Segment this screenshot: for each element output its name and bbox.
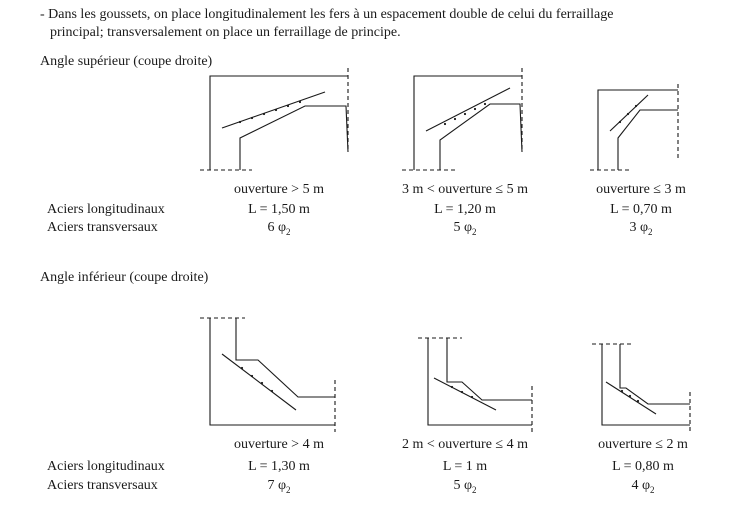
upper-trans-2: 5 $\varphi_2$ (453, 220, 477, 237)
lower-opening-1: ouverture > 4 m (234, 437, 324, 452)
lower-diagram-3 (592, 344, 690, 432)
lower-length-2: L = 1 m (442, 459, 488, 474)
lower-diagram-2 (418, 338, 532, 432)
upper-opening-3: ouverture ≤ 3 m (596, 182, 686, 197)
upper-long-label: Aciers longitudinaux (47, 202, 165, 217)
lower-section-title: Angle inférieur (coupe droite) (40, 270, 209, 285)
lower-opening-3: ouverture ≤ 2 m (598, 437, 688, 452)
upper-section-title: Angle supérieur (coupe droite) (40, 54, 213, 69)
lower-length-3: L = 0,80 m (612, 459, 674, 474)
upper-length-3: L = 0,70 m (610, 202, 672, 217)
intro-line-1: - Dans les goussets, on place longitudinalement les fers à un espacement double de celui du ferraillage (40, 7, 614, 22)
upper-opening-1: ouverture > 5 m (234, 182, 324, 197)
lower-long-label: Aciers longitudinaux (47, 459, 165, 474)
lower-trans-3: 4 $\varphi_2$ (631, 478, 655, 495)
upper-length-1: L = 1,50 m (248, 202, 310, 217)
upper-opening-2: 3 m < ouverture ≤ 5 m (402, 182, 528, 197)
intro-line-2: principal; transversalement on place un ferraillage de principe. (50, 25, 401, 40)
upper-length-2: L = 1,20 m (434, 202, 496, 217)
upper-trans-1: 6 $\varphi_2$ (267, 220, 291, 237)
lower-trans-label: Aciers transversaux (47, 478, 158, 493)
upper-trans-label: Aciers transversaux (47, 220, 158, 235)
lower-length-1: L = 1,30 m (248, 459, 310, 474)
lower-trans-2: 5 $\varphi_2$ (453, 478, 477, 495)
lower-opening-2: 2 m < ouverture ≤ 4 m (402, 437, 528, 452)
lower-diagram-1 (200, 318, 335, 432)
lower-trans-1: 7 $\varphi_2$ (267, 478, 291, 495)
upper-trans-3: 3 $\varphi_2$ (629, 220, 653, 237)
